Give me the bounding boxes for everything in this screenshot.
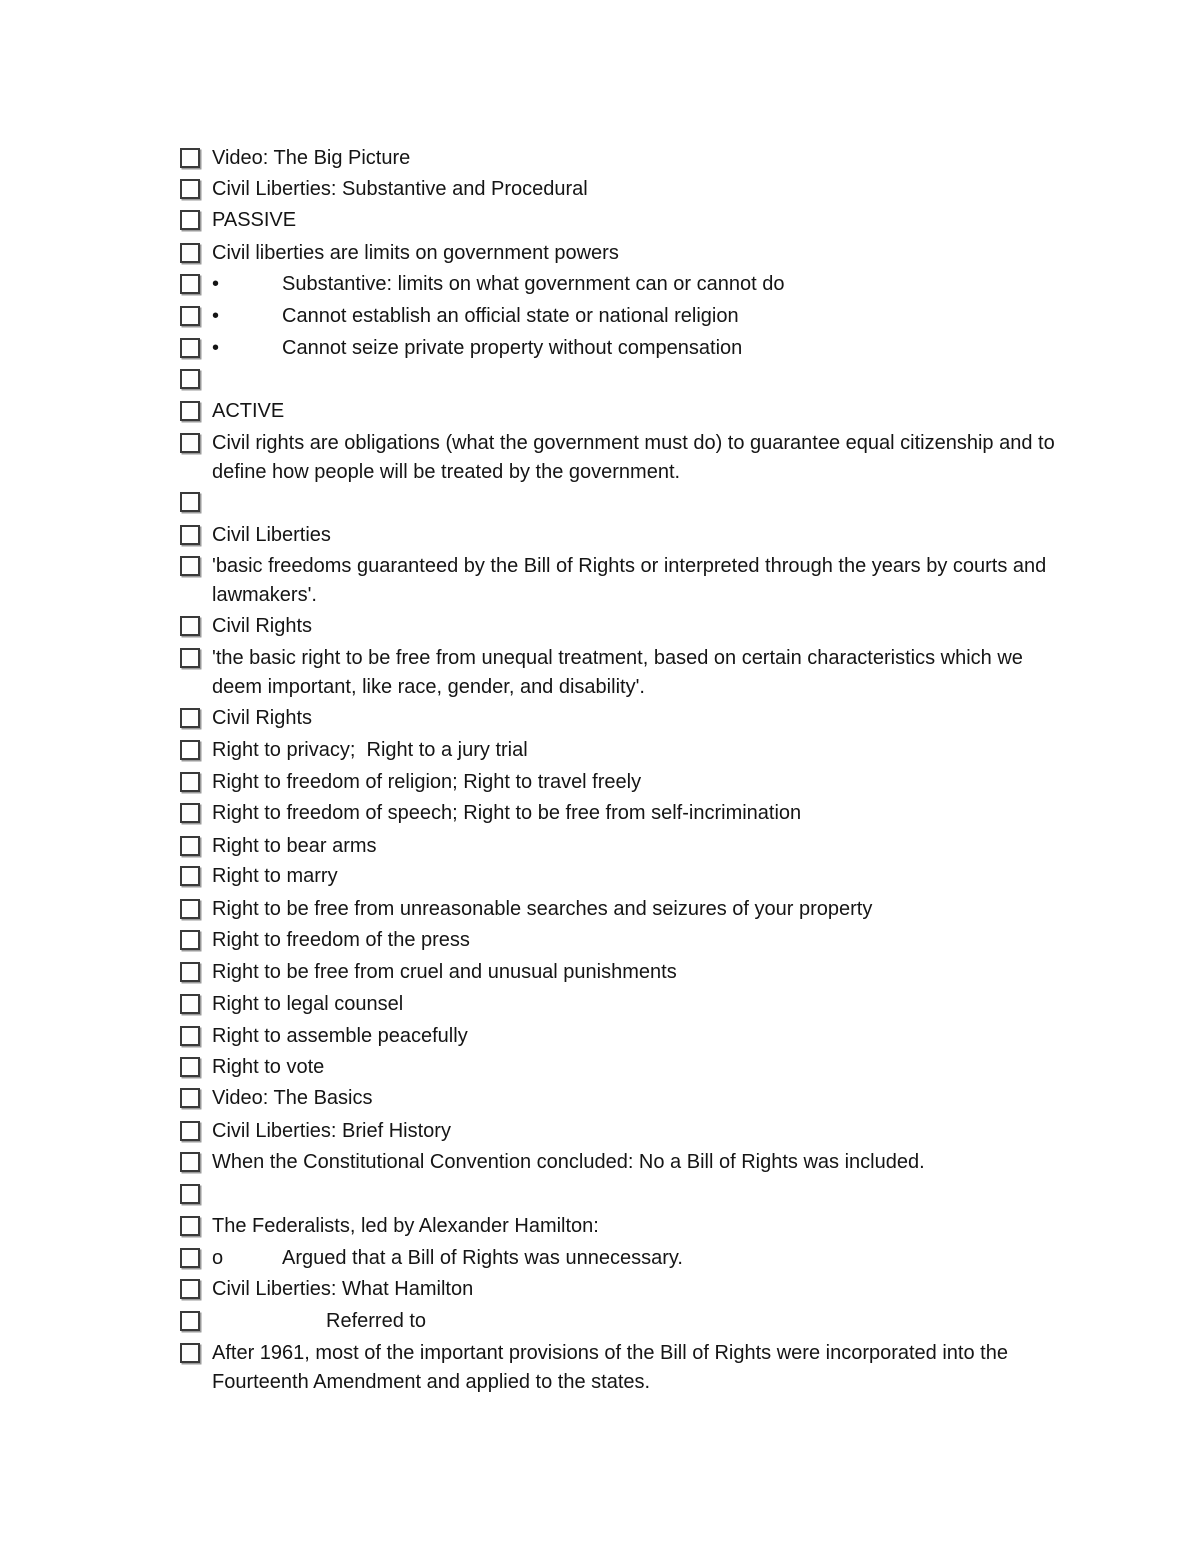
item-text: Right to freedom of speech; Right to be free from self-incrimination — [212, 802, 802, 824]
checkbox[interactable] — [180, 1311, 200, 1331]
item-text — [212, 334, 1060, 363]
bullet-marker: • — [212, 305, 220, 327]
item-text-content: Cannot establish an official state or national religion — [282, 305, 739, 327]
item-text: Video: The Basics — [212, 1087, 373, 1109]
item-text — [212, 270, 1060, 299]
checkbox[interactable] — [180, 740, 200, 760]
checkbox[interactable] — [180, 1343, 200, 1363]
item-text — [212, 1307, 1060, 1336]
checkbox[interactable] — [180, 994, 200, 1014]
checkbox[interactable] — [180, 274, 200, 294]
checkbox[interactable] — [180, 772, 200, 792]
checkbox[interactable] — [180, 492, 200, 512]
checkbox[interactable] — [180, 556, 200, 576]
item-text: Civil Liberties: Brief History — [212, 1120, 451, 1142]
item-text: Civil Rights — [212, 707, 313, 729]
item-text: Civil rights are obligations (what the government must do) to guarantee equal citizenship and to define how people will be treated by the government. — [212, 432, 1061, 483]
checkbox[interactable] — [180, 962, 200, 982]
checkbox[interactable] — [180, 1057, 200, 1077]
item-text-content: Cannot seize private property without compensation — [282, 337, 743, 359]
checkbox[interactable] — [180, 1121, 200, 1141]
item-text: Right to marry — [212, 865, 338, 887]
checkbox[interactable] — [180, 616, 200, 636]
item-text: Civil Liberties: Substantive and Procedural — [212, 178, 588, 200]
checkbox[interactable] — [180, 1248, 200, 1268]
checkbox[interactable] — [180, 1279, 200, 1299]
checkbox[interactable] — [180, 369, 200, 389]
checkbox[interactable] — [180, 648, 200, 668]
item-text: Civil Liberties: What Hamilton — [212, 1278, 474, 1300]
bullet-marker: • — [212, 273, 220, 295]
checkbox[interactable] — [180, 930, 200, 950]
checkbox[interactable] — [180, 1026, 200, 1046]
checkbox[interactable] — [180, 836, 200, 856]
checkbox[interactable] — [180, 803, 200, 823]
item-text: After 1961, most of the important provisions of the Bill of Rights were incorporated into the Fourteenth Amendment and applied to the states. — [212, 1342, 1014, 1393]
item-text: Civil Rights — [212, 615, 313, 637]
item-text: Right to freedom of the press — [212, 929, 470, 951]
item-text: Right to legal counsel — [212, 993, 404, 1015]
checkbox[interactable] — [180, 866, 200, 886]
item-text: Right to vote — [212, 1056, 325, 1078]
item-text: Video: The Big Picture — [212, 147, 411, 169]
checkbox[interactable] — [180, 179, 200, 199]
item-text: Right to bear arms — [212, 835, 377, 857]
item-text: PASSIVE — [212, 209, 297, 231]
item-text-content: Argued that a Bill of Rights was unnecessary. — [282, 1247, 683, 1269]
checkbox[interactable] — [180, 338, 200, 358]
checkbox[interactable] — [180, 708, 200, 728]
item-text: ACTIVE — [212, 400, 285, 422]
item-text: Right to be free from cruel and unusual punishments — [212, 961, 677, 983]
checkbox[interactable] — [180, 1152, 200, 1172]
item-text: When the Constitutional Convention concluded: No a Bill of Rights was included. — [212, 1151, 925, 1173]
item-text — [212, 1244, 1060, 1273]
item-text: Right to privacy; Right to a jury trial — [212, 739, 528, 761]
sub-bullet-marker: o — [212, 1247, 224, 1269]
bullet-marker: • — [212, 337, 220, 359]
checkbox[interactable] — [180, 1216, 200, 1236]
item-text: 'the basic right to be free from unequal treatment, based on certain characteristics which we deem important, like race, gender, and disability'. — [212, 647, 1029, 698]
checkbox[interactable] — [180, 243, 200, 263]
item-text: Civil Liberties — [212, 524, 331, 546]
checkbox[interactable] — [180, 148, 200, 168]
item-text: 'basic freedoms guaranteed by the Bill of Rights or interpreted through the years by courts and lawmakers'. — [212, 555, 1052, 606]
checkbox[interactable] — [180, 433, 200, 453]
item-text-content: Substantive: limits on what government can or cannot do — [282, 273, 785, 295]
checkbox[interactable] — [180, 1184, 200, 1204]
checkbox[interactable] — [180, 1088, 200, 1108]
item-text — [212, 302, 1060, 331]
item-text: Right to freedom of religion; Right to travel freely — [212, 771, 642, 793]
checkbox[interactable] — [180, 210, 200, 230]
item-text: Right to be free from unreasonable searches and seizures of your property — [212, 898, 873, 920]
checkbox[interactable] — [180, 306, 200, 326]
item-text: Right to assemble peacefully — [212, 1025, 468, 1047]
checkbox[interactable] — [180, 401, 200, 421]
checkbox[interactable] — [180, 525, 200, 545]
checkbox[interactable] — [180, 899, 200, 919]
item-text: The Federalists, led by Alexander Hamilton: — [212, 1215, 599, 1237]
item-text-content: Referred to — [326, 1310, 427, 1332]
item-text: Civil liberties are limits on government powers — [212, 242, 619, 264]
